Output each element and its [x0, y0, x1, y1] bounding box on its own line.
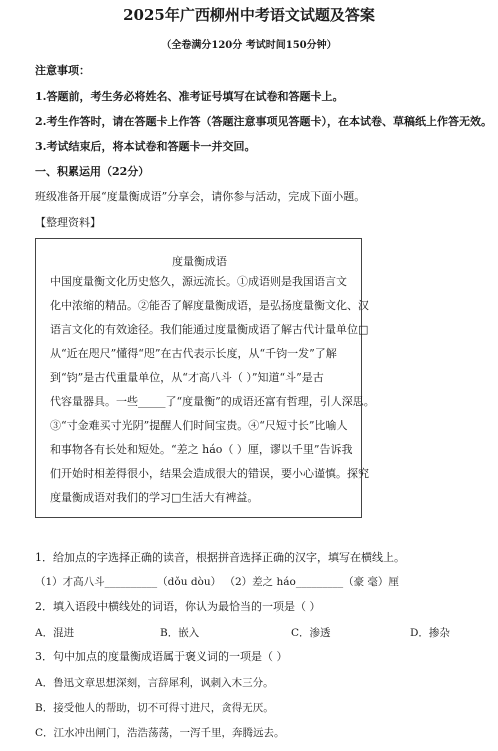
- q3-option-b: B．接受他人的帮助，切不可得寸进尺，贪得无厌。: [35, 702, 274, 714]
- q3-option-c: C．江水冲出闸门，浩浩荡荡，一泻千里，奔腾远去。: [35, 727, 285, 739]
- passage-line: 和事物各有长处和短处。“差之 háo（ ）厘，谬以千里”告诉我: [50, 443, 353, 456]
- question-1-sub: （1）才高八斗__________（dǒu dòu） （2）差之 háo_________（豪 毫）厘: [35, 576, 399, 588]
- question-3: 3．句中加点的度量衡成语属于褒义词的一项是（ ）: [35, 650, 288, 663]
- passage-line: 代容量器具。一些_____了“度量衡”的成语还富有哲理，引人深思。: [50, 395, 375, 408]
- q2-option-a: A．混进: [35, 627, 75, 639]
- exam-title: 2025年广西柳州中考语文试题及答案: [123, 6, 375, 24]
- passage-box: [35, 238, 375, 518]
- passage-line: 从“近在咫尺”懂得“咫”在古代表示长度，从“千钧一发”了解: [50, 347, 337, 360]
- question-1: 1．给加点的字选择正确的读音，根据拼音选择正确的汉字，填写在横线上。: [35, 551, 405, 564]
- notice-item-2: 2.考生作答时，请在答题卡上作答（答题注意事项见答题卡），在本试卷、草稿纸上作答无效。: [35, 115, 492, 128]
- section-intro: 班级准备开展“度量衡成语”分享会，请你参与活动，完成下面小题。: [35, 190, 366, 203]
- q2-option-b: B．嵌入: [160, 627, 200, 639]
- notice-item-1: 1.答题前，考生务必将姓名、准考证号填写在试卷和答题卡上。: [35, 90, 344, 103]
- q2-option-c: C．渗透: [291, 627, 331, 639]
- q3-option-a: A．鲁迅文章思想深刻，言辞犀利，讽刺入木三分。: [35, 677, 274, 689]
- question-2: 2．填入语段中横线处的词语，你认为最恰当的一项是（ ）: [35, 600, 321, 613]
- passage-line: 语言文化的有效途径。我们能通过度量衡成语了解古代计量单位□: [50, 323, 369, 336]
- exam-subtitle: （全卷满分120分 考试时间150分钟）: [161, 40, 337, 51]
- passage-line: ③“寸金难买寸光阴”提醒人们时间宝贵。④“尺短寸长”比喻人: [50, 419, 348, 432]
- passage-line: 到“钧”是古代重量单位，从“才高八斗（ ）”知道“斗”是古: [50, 371, 324, 384]
- material-label: 【整理资料】: [35, 216, 101, 229]
- notice-item-3: 3.考试结束后，将本试卷和答题卡一并交回。: [35, 140, 256, 153]
- passage-line: 中国度量衡文化历史悠久，源远流长。①成语则是我国语言文: [50, 275, 347, 288]
- passage-line: 们开始时相差得很小，结果会造成很大的错误，要小心谨慎。探究: [50, 467, 369, 480]
- passage-line: 度量衡成语对我们的学习□生活大有裨益。: [50, 491, 259, 504]
- notice-heading: 注意事项：: [35, 64, 90, 77]
- passage-line: 化中浓缩的精品。②能否了解度量衡成语，是弘扬度量衡文化、汉: [50, 299, 369, 312]
- section-heading: 一、积累运用（22分）: [35, 165, 150, 178]
- passage-title: 度量衡成语: [172, 255, 227, 268]
- q2-option-d: D．掺杂: [410, 627, 450, 639]
